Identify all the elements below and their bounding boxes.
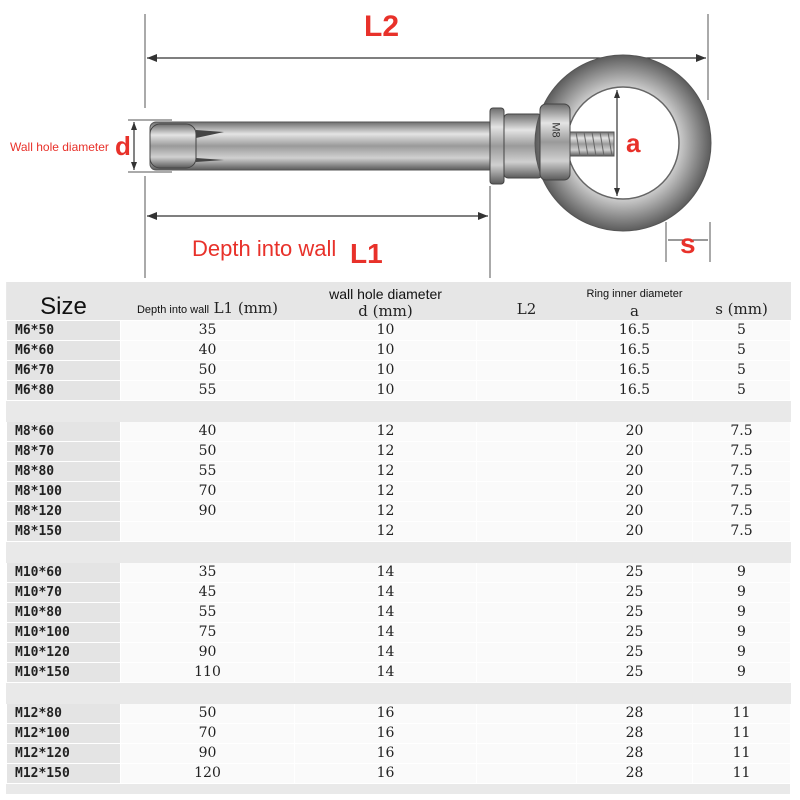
table-row: [7, 442, 791, 462]
cell-d: 12: [295, 442, 477, 462]
cell-d: 16: [295, 764, 477, 784]
table-row: [7, 563, 791, 583]
cell-a: 20: [577, 502, 693, 522]
cell-size: M10*60: [7, 563, 121, 583]
header-l2: [477, 282, 577, 321]
cell-s: 11: [693, 764, 791, 784]
cell-l1: 35: [121, 563, 295, 583]
cell-s: 9: [693, 563, 791, 583]
cell-a: 16.5: [577, 381, 693, 401]
cell-s: 11: [693, 724, 791, 744]
table-row: [7, 522, 791, 542]
cell-s: 5: [693, 321, 791, 341]
header-l1: [121, 282, 295, 321]
header-ring-small: Ring inner diameter: [586, 288, 683, 300]
table-group-spacer: [7, 542, 791, 563]
cell-a: 16.5: [577, 341, 693, 361]
table-row: [7, 462, 791, 482]
table-row: [7, 603, 791, 623]
cell-l1: 90: [121, 744, 295, 764]
cell-s: 5: [693, 341, 791, 361]
cell-l2: [477, 482, 577, 502]
header-d-text: d (mm): [358, 302, 413, 320]
table-group-spacer: [7, 683, 791, 704]
cell-s: 7.5: [693, 462, 791, 482]
cell-d: 14: [295, 583, 477, 603]
cell-l2: [477, 381, 577, 401]
header-a-text: a: [630, 302, 639, 320]
cell-l1: [121, 522, 295, 542]
cell-s: 9: [693, 583, 791, 603]
product-diagram: [0, 0, 800, 282]
cell-size: M10*80: [7, 603, 121, 623]
cell-size: M6*50: [7, 321, 121, 341]
cell-d: 14: [295, 663, 477, 683]
cell-l2: [477, 341, 577, 361]
cell-a: 16.5: [577, 361, 693, 381]
cell-d: 12: [295, 462, 477, 482]
ring-marking: M8: [549, 122, 562, 138]
table-row: [7, 704, 791, 724]
cell-size: M10*120: [7, 643, 121, 663]
cell-a: 20: [577, 442, 693, 462]
s-label: s: [680, 228, 696, 259]
cell-a: 25: [577, 563, 693, 583]
table-header-row: [7, 282, 791, 321]
spacer-cell: [7, 683, 791, 704]
cell-d: 16: [295, 704, 477, 724]
table-row: [7, 764, 791, 784]
table-group-spacer: [7, 401, 791, 422]
cell-a: 25: [577, 603, 693, 623]
cell-l1: 40: [121, 422, 295, 442]
cell-l1: 45: [121, 583, 295, 603]
cell-l1: 90: [121, 643, 295, 663]
cell-l2: [477, 704, 577, 724]
table-row: [7, 502, 791, 522]
cell-a: 25: [577, 583, 693, 603]
cell-l2: [477, 663, 577, 683]
spec-table-container: [6, 282, 790, 794]
cell-d: 14: [295, 623, 477, 643]
table-row: [7, 583, 791, 603]
cell-l2: [477, 462, 577, 482]
header-l2-text: L2: [516, 300, 537, 318]
cell-l2: [477, 522, 577, 542]
cell-l2: [477, 422, 577, 442]
cell-size: M12*150: [7, 764, 121, 784]
cell-l1: 55: [121, 381, 295, 401]
cell-s: 9: [693, 663, 791, 683]
table-row: [7, 381, 791, 401]
cell-s: 11: [693, 744, 791, 764]
header-size: [7, 282, 121, 321]
l1-label: L1: [350, 238, 383, 269]
a-label: a: [626, 128, 641, 158]
cell-l1: 75: [121, 623, 295, 643]
cell-size: M10*150: [7, 663, 121, 683]
cell-s: 5: [693, 381, 791, 401]
header-s-text: s (mm): [715, 300, 768, 318]
cell-size: M8*80: [7, 462, 121, 482]
cell-d: 16: [295, 724, 477, 744]
cell-a: 25: [577, 663, 693, 683]
table-row: [7, 361, 791, 381]
cell-d: 16: [295, 744, 477, 764]
cell-s: 9: [693, 643, 791, 663]
d-label: d: [115, 131, 131, 161]
cell-s: 7.5: [693, 422, 791, 442]
cell-l1: 90: [121, 502, 295, 522]
table-row: [7, 321, 791, 341]
cell-a: 25: [577, 623, 693, 643]
cell-l1: 110: [121, 663, 295, 683]
cell-l1: 55: [121, 462, 295, 482]
cell-s: 5: [693, 361, 791, 381]
cell-d: 14: [295, 643, 477, 663]
wall-hole-label: Wall hole diameter: [10, 140, 109, 154]
cell-l2: [477, 744, 577, 764]
cell-size: M8*150: [7, 522, 121, 542]
header-wall-small: wall hole diameter: [329, 286, 442, 302]
cell-a: 28: [577, 704, 693, 724]
spacer-cell: [7, 542, 791, 563]
header-size-text: Size: [40, 293, 87, 320]
cell-size: M8*70: [7, 442, 121, 462]
cell-s: 7.5: [693, 442, 791, 462]
cell-l2: [477, 764, 577, 784]
cell-l2: [477, 603, 577, 623]
cell-s: 11: [693, 704, 791, 724]
header-d: [295, 282, 477, 321]
header-a: [577, 282, 693, 321]
cell-s: 7.5: [693, 502, 791, 522]
table-row: [7, 422, 791, 442]
cell-d: 12: [295, 502, 477, 522]
table-body: [7, 321, 791, 784]
cell-l2: [477, 724, 577, 744]
cell-size: M12*100: [7, 724, 121, 744]
table-row: [7, 724, 791, 744]
cell-size: M8*100: [7, 482, 121, 502]
cell-d: 12: [295, 482, 477, 502]
cell-size: M10*100: [7, 623, 121, 643]
cell-a: 28: [577, 744, 693, 764]
cell-size: M8*60: [7, 422, 121, 442]
cell-size: M12*120: [7, 744, 121, 764]
table-row: [7, 623, 791, 643]
spec-table: [6, 282, 791, 784]
cell-s: 9: [693, 623, 791, 643]
cell-a: 28: [577, 724, 693, 744]
cell-d: 10: [295, 341, 477, 361]
cell-d: 10: [295, 321, 477, 341]
cell-l1: 50: [121, 704, 295, 724]
cell-a: 20: [577, 522, 693, 542]
cell-s: 9: [693, 603, 791, 623]
header-s: [693, 282, 791, 321]
cell-size: M12*80: [7, 704, 121, 724]
cell-l1: 70: [121, 482, 295, 502]
cell-l1: 50: [121, 442, 295, 462]
cell-s: 7.5: [693, 522, 791, 542]
cell-d: 14: [295, 603, 477, 623]
cell-a: 16.5: [577, 321, 693, 341]
cell-d: 10: [295, 361, 477, 381]
cell-l2: [477, 583, 577, 603]
cell-size: M6*70: [7, 361, 121, 381]
cell-d: 12: [295, 522, 477, 542]
table-row: [7, 663, 791, 683]
cell-l1: 40: [121, 341, 295, 361]
cell-l1: 55: [121, 603, 295, 623]
cell-l2: [477, 623, 577, 643]
cell-d: 12: [295, 422, 477, 442]
cell-l1: 50: [121, 361, 295, 381]
cell-size: M8*120: [7, 502, 121, 522]
cell-a: 20: [577, 462, 693, 482]
cell-a: 20: [577, 422, 693, 442]
cell-l1: 35: [121, 321, 295, 341]
cell-s: 7.5: [693, 482, 791, 502]
cell-a: 20: [577, 482, 693, 502]
cell-l1: 70: [121, 724, 295, 744]
cell-l2: [477, 563, 577, 583]
cell-size: M6*60: [7, 341, 121, 361]
cell-l2: [477, 502, 577, 522]
table-row: [7, 341, 791, 361]
cell-d: 10: [295, 381, 477, 401]
table-row: [7, 643, 791, 663]
cell-a: 25: [577, 643, 693, 663]
cell-d: 14: [295, 563, 477, 583]
table-row: [7, 744, 791, 764]
cell-a: 28: [577, 764, 693, 784]
cell-l2: [477, 643, 577, 663]
header-depth-small: Depth into wall: [136, 304, 210, 316]
cell-size: M6*80: [7, 381, 121, 401]
table-row: [7, 482, 791, 502]
header-l1-text: L1 (mm): [213, 299, 279, 317]
spacer-cell: [7, 401, 791, 422]
cell-l2: [477, 361, 577, 381]
depth-label: Depth into wall: [192, 236, 337, 261]
cell-l2: [477, 321, 577, 341]
l2-label: L2: [364, 10, 400, 43]
cell-l2: [477, 442, 577, 462]
cell-l1: 120: [121, 764, 295, 784]
cell-size: M10*70: [7, 583, 121, 603]
